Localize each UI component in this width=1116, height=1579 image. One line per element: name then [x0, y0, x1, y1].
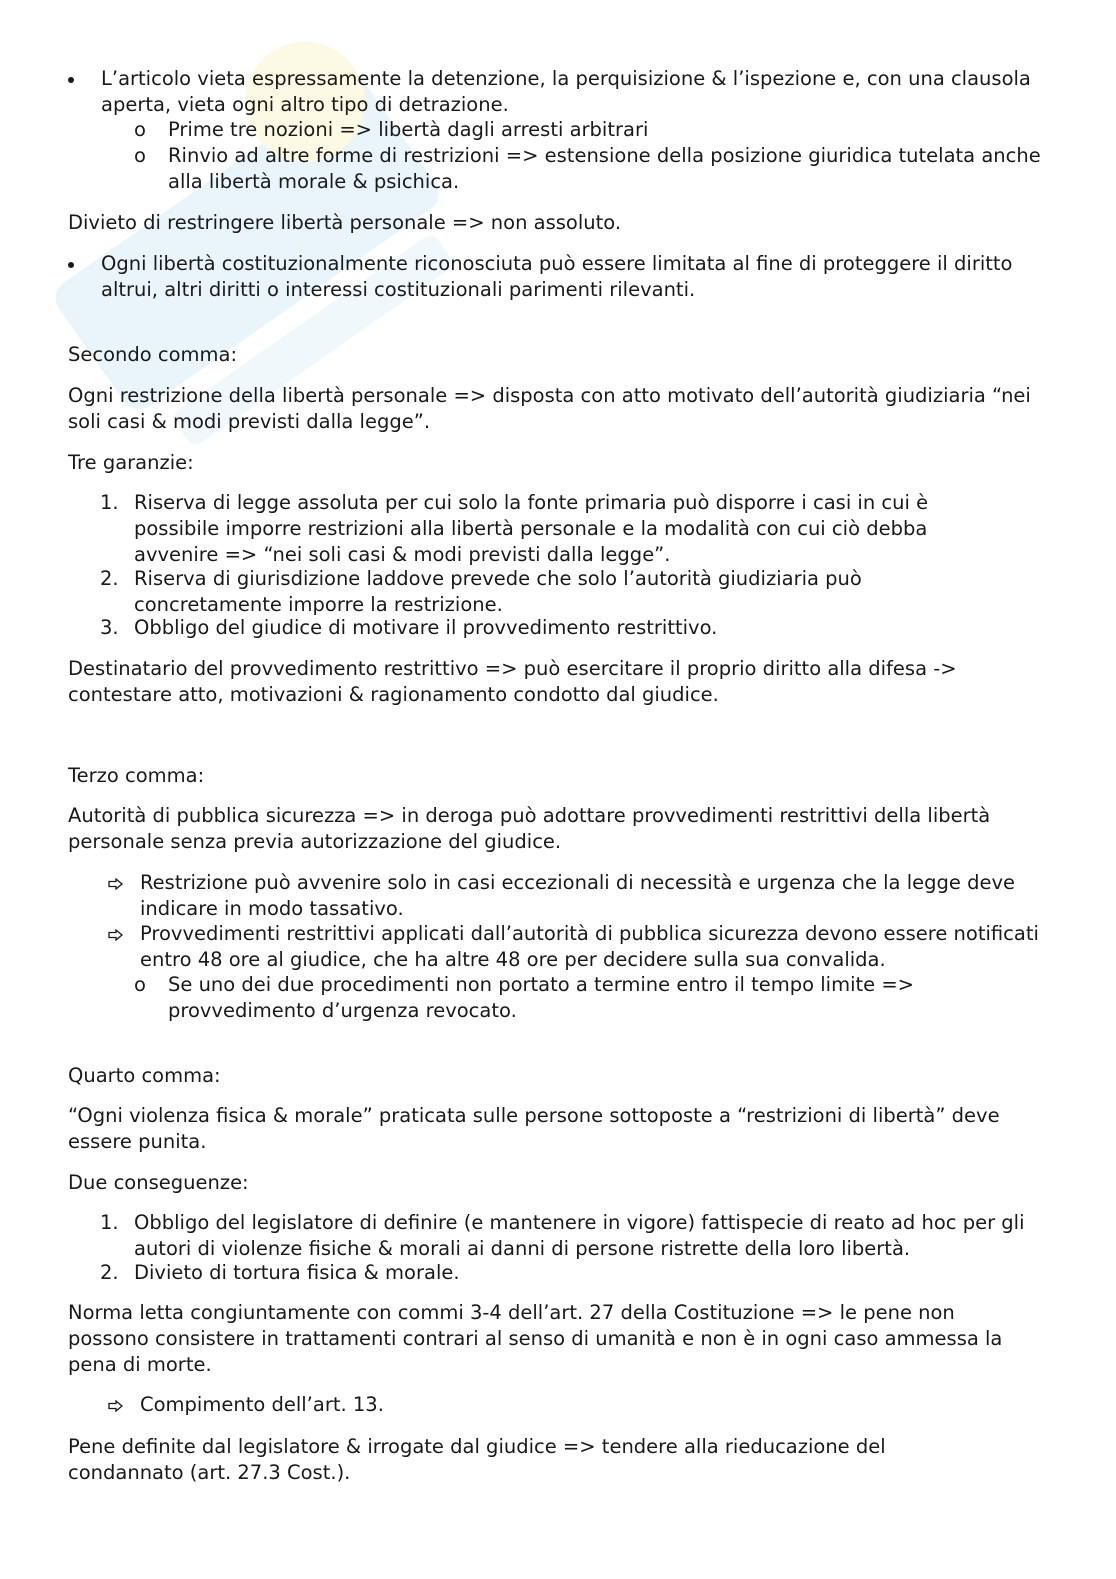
paragraph: Ogni restrizione della libertà personale => disposta con atto motivato dell’autorità giudiziaria “nei soli casi & modi previsti dalla legge”. — [68, 384, 1031, 433]
arrow-icon — [108, 929, 124, 941]
bullet-icon — [68, 77, 74, 83]
list-item: 1. Obbligo del legislatore di definire (e mantenere in vigore) fattispecie di reato ad hoc per gli autori di violenze fisiche & morali ai danni di persone ristrette della loro libertà. — [100, 1211, 1025, 1260]
paragraph: Pene definite dal legislatore & irrogate dal giudice => tendere alla rieducazione del condannato (art. 27.3 Cost.). — [68, 1435, 886, 1484]
list-item: 1. Riserva di legge assoluta per cui solo la fonte primaria può disporre i casi in cui è possibile imporre restrizioni alla libertà personale e la modalità con cui ciò debba avvenire => “nei soli casi & modi previsti dalla legge”. — [100, 491, 929, 566]
arrow-icon — [108, 1400, 124, 1412]
paragraph: Tre garanzie: — [68, 451, 194, 474]
list-item: o Se uno dei due procedimenti non portato a termine entro il tempo limite => provvedimento d’urgenza revocato. — [134, 973, 915, 1022]
paragraph: Due conseguenze: — [68, 1171, 249, 1194]
list-item: Restrizione può avvenire solo in casi eccezionali di necessità e urgenza che la legge deve indicare in modo tassativo. — [140, 870, 1020, 922]
list-item: Ogni libertà costituzionalmente riconosciuta può essere limitata al fine di proteggere il diritto altrui, altri diritti o interessi costituzionali parimenti rilevanti. — [101, 251, 1031, 303]
list-item: o Rinvio ad altre forme di restrizioni => estensione della posizione giuridica tutelata anche alla libertà morale & psichica. — [134, 144, 1041, 193]
section-heading: Terzo comma: — [68, 764, 205, 787]
list-item: o Prime tre nozioni => libertà dagli arresti arbitrari — [134, 118, 649, 141]
list-item: L’articolo vieta espressamente la detenzione, la perquisizione & l’ispezione e, con una clausola aperta, vieta ogni altro tipo di detrazione. — [101, 66, 1031, 118]
paragraph: Divieto di restringere libertà personale => non assoluto. — [68, 211, 622, 234]
list-item: 2. Riserva di giurisdizione laddove prevede che solo l’autorità giudiziaria può concretamente imporre la restrizione. — [100, 567, 862, 616]
list-item: Provvedimenti restrittivi applicati dall’autorità di pubblica sicurezza devono essere notificati entro 48 ore al giudice, che ha altre 48 ore per decidere sulla sua convalida. — [140, 921, 1040, 973]
paragraph: Autorità di pubblica sicurezza => in deroga può adottare provvedimenti restrittivi della libertà personale senza previa autorizzazione del giudice. — [68, 804, 991, 853]
bullet-icon — [68, 262, 74, 268]
section-heading: Secondo comma: — [68, 343, 238, 366]
section-heading: Quarto comma: — [68, 1064, 221, 1087]
paragraph: Norma letta congiuntamente con commi 3-4 dell’art. 27 della Costituzione => le pene non possono consistere in trattamenti contrari al senso di umanità e non è in ogni caso ammessa la pena di morte. — [68, 1301, 1003, 1376]
list-item: 3. Obbligo del giudice di motivare il provvedimento restrittivo. — [100, 616, 718, 639]
paragraph: “Ogni violenza fisica & morale” praticata sulle persone sottoposte a “restrizioni di libertà” deve essere punita. — [68, 1104, 1000, 1153]
paragraph: Destinatario del provvedimento restrittivo => può esercitare il proprio diritto alla difesa -> contestare atto, motivazioni & ragionamento condotto dal giudice. — [68, 657, 957, 706]
arrow-icon — [108, 878, 124, 890]
list-item: 2. Divieto di tortura fisica & morale. — [100, 1261, 460, 1284]
list-item: Compimento dell’art. 13. — [140, 1392, 840, 1418]
